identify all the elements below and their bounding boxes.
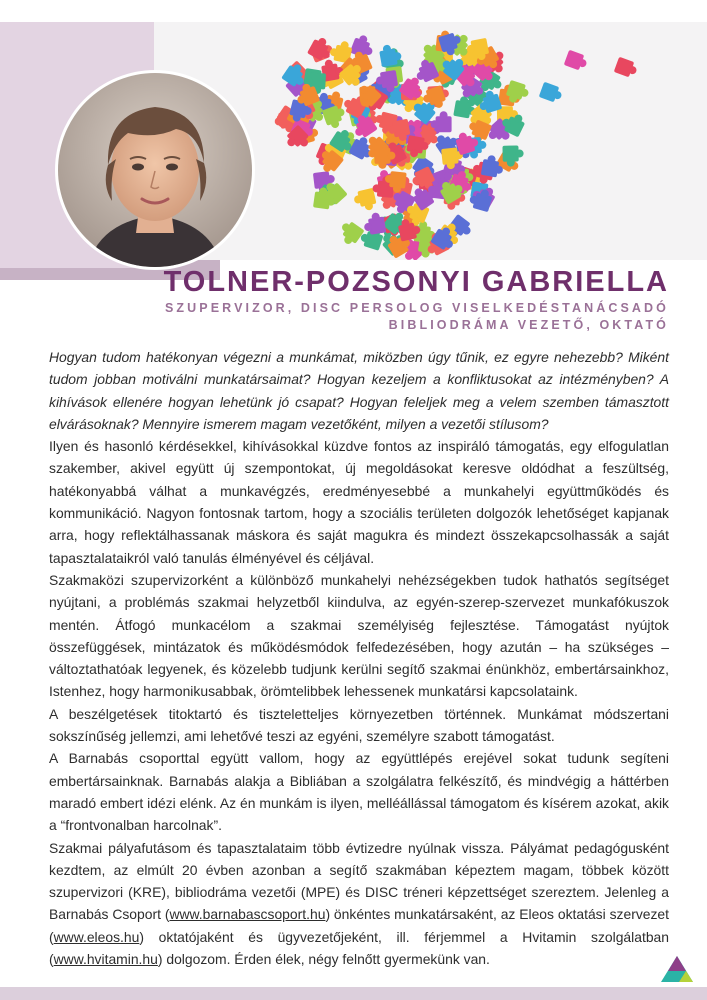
- puzzle-piece: [335, 219, 364, 248]
- puzzle-piece-loose: [539, 82, 564, 104]
- person-name: TOLNER-POZSONYI GABRIELLA: [163, 266, 669, 298]
- bottom-decorative-strip: [0, 987, 707, 1000]
- puzzle-piece-loose: [564, 50, 589, 72]
- portrait-photo: [58, 73, 252, 267]
- paragraph-5: [49, 837, 669, 971]
- role-line-2: BIBLIODRÁMA VEZETŐ, OKTATÓ: [388, 318, 669, 332]
- paragraph-3: A beszélgetések titoktartó és tiszteletteljes környezetben történnek. Munkámat módszertani sokszínűség jellemzi, ami lehetővé teszi az egyéni, személyre szabott támogatást.: [49, 705, 669, 745]
- paragraph-2: Szakmaközi szupervizorként a különböző munkahelyi nehézségekben tudok hathatós segítséget nyújtani, a problémás szakmai helyzetből kiindulva, az egyén-szerep-szervezet munkafókuszok mentén. Átfogó munkacélom a szakmai személyiség fejlesztése. Támogatást nyújtok összefüggések, mintázatok és működésmódok felfedezésében, hogy azután – ha szükséges – változtathatóak legyenek, és közelebb tudjunk kerülni segítő szakmai énünkhöz, embertársainkhoz, Istenhez, hogy harmonikusabbak, örömtelibbek lehessenek munkatársi kapcsolataink.: [49, 571, 669, 700]
- paragraph-4: A Barnabás csoporttal együtt vallom, hogy az együttlépés erejével sokat tudunk segíteni embertársainknak. Barnabás alakja a Bibliában a szolgálatra felkészítő, és mindvégig a háttérben maradó embert idézi elénk. Az én munkám is ilyen, melléállással támogatom és kísérem azokat, akik a “frontvonalban harcolnak”.: [49, 750, 669, 834]
- puzzle-piece: [362, 212, 386, 236]
- eleos-link[interactable]: www.eleos.hu: [53, 928, 140, 945]
- intro-questions: Hogyan tudom hatékonyan végezni a munkámat, miközben úgy tűnik, ez egyre nehezebb? Miként tudom jobban motiválni munkatársaimat? Hogyan kezeljem a konfliktusokat az intézményben? A kihívások ellenére hogyan lehetünk jó csapat? Hogyan feleljek meg a velem szemben támasztott elvárásoknak? Mennyire ismerem magam vezetőként, milyen a vezetői stílusom?: [49, 349, 669, 432]
- puzzle-piece-loose: [614, 57, 639, 79]
- biography-text: [49, 346, 669, 970]
- paragraph-5-part-2: ) önkéntes munkatársaként, az Eleos oktatási szervezet (: [49, 906, 670, 945]
- puzzle-piece: [352, 188, 377, 213]
- paragraph-1: Ilyen és hasonló kérdésekkel, kihívásokkal küzdve fontos az inspiráló támogatás, egy elfogulatlan szakember, akivel együtt új szempontokat, új megoldásokat keresve oldódhat a feszültség, hatékonyabbá válhat a munkavégzés, eredményesebbé a munkahelyi együttműködés és kommunikáció. Nagyon fontosnak tartom, hogy a szociális területen dolgozók lehetőséget kapjanak arra, hogy reflektálhassanak máskora és saját magukra és mindezt összekapcsolhassák a saját tapasztalataikról való tanulás élményével és céljával.: [49, 438, 669, 566]
- barnabascsoport-link[interactable]: www.barnabascsoport.hu: [169, 906, 326, 923]
- hvitamin-link[interactable]: www.hvitamin.hu: [53, 951, 158, 968]
- role-line-1: SZUPERVIZOR, DISC PERSOLOG VISELKEDÉSTANÁCSADÓ: [165, 301, 669, 315]
- person-roles: [165, 300, 669, 334]
- paragraph-5-part-1: Szakmai pályafutásom és tapasztalataim több évtizedre nyúlnak vissza. Pályámat pedagógusként kezdtem, az elmúlt 20 évben azonban a segítő szakmában képeztem magam, többek között szupervizori (KRE), bibliodráma vezetői (MPE) és DISC tréneri képzettséget szereztem. Jelenleg a Barnabás Csoport (: [49, 839, 669, 923]
- paragraph-5-part-4: ) dolgozom. Érden élek, négy felnőtt gyermekünk van.: [157, 951, 490, 968]
- paragraph-5-part-3: ) oktatójaként és ügyvezetőjeként, ill. férjemmel a Hvitamin szolgálatban (: [49, 928, 669, 968]
